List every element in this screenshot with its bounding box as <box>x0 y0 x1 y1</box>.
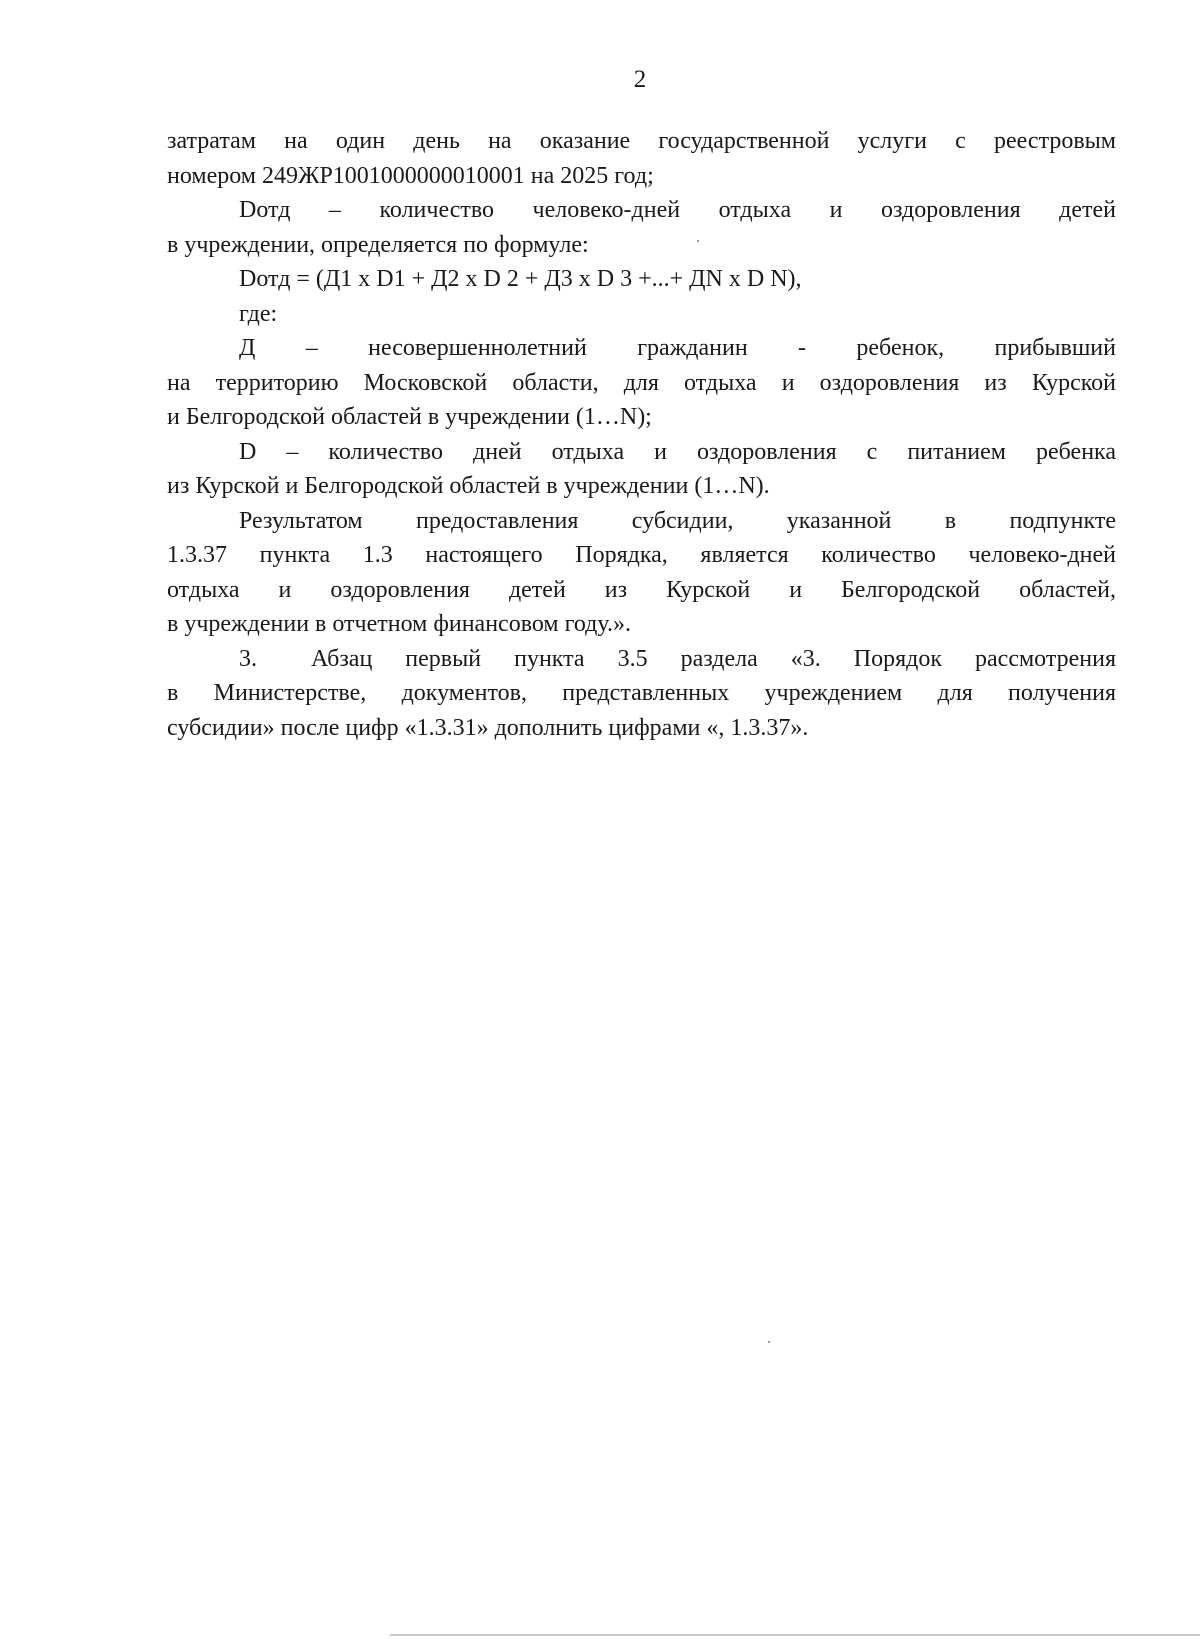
scan-edge-line <box>390 1634 1200 1636</box>
text-line: Dотд – количество человеко-дней отдыха и оздоровления детей <box>239 197 1116 223</box>
text-line: и Белгородской областей в учреждении (1…N); <box>167 404 652 430</box>
text-line: из Курской и Белгородской областей в учреждении (1…N). <box>167 473 770 499</box>
scan-speck <box>697 240 699 242</box>
text-line: затратам на один день на оказание государственной услуги с реестровым <box>167 128 1116 154</box>
text-line: 1.3.37 пункта 1.3 настоящего Порядка, является количество человеко-дней <box>167 542 1116 568</box>
text-line: D – количество дней отдыха и оздоровления с питанием ребенка <box>239 438 1116 465</box>
text-line: номером 249ЖР1001000000010001 на 2025 год; <box>167 162 654 189</box>
page-number: 2 <box>633 66 647 93</box>
text-line: на территорию Московской области, для отдыха и оздоровления из Курской <box>167 369 1116 396</box>
text-line: Результатом предоставления субсидии, указанной в подпункте <box>239 507 1116 534</box>
text-fragment: Абзац первый пункта 3.5 раздела «3. Порядок рассмотрения <box>311 645 1116 672</box>
document-body <box>167 124 1116 745</box>
text-line: в Министерстве, документов, представленных учреждением для получения <box>167 680 1116 706</box>
text-line: в учреждении, определяется по формуле: <box>167 231 589 258</box>
text-line <box>167 642 1116 677</box>
text-line: субсидии» после цифр «1.3.31» дополнить цифрами «, 1.3.37». <box>167 714 809 741</box>
text-line: Д – несовершеннолетний гражданин - ребенок, прибывший <box>239 335 1116 361</box>
text-line: отдыха и оздоровления детей из Курской и Белгородской областей, <box>167 576 1116 603</box>
scan-speck <box>768 1341 770 1343</box>
formula-line: Dотд = (Д1 x D1 + Д2 x D 2 + Д3 x D 3 +...+ ДN x D N), <box>239 266 802 292</box>
text-line: где: <box>239 300 278 327</box>
text-line: в учреждении в отчетном финансовом году.». <box>167 611 631 637</box>
item-number: 3. <box>239 645 257 672</box>
